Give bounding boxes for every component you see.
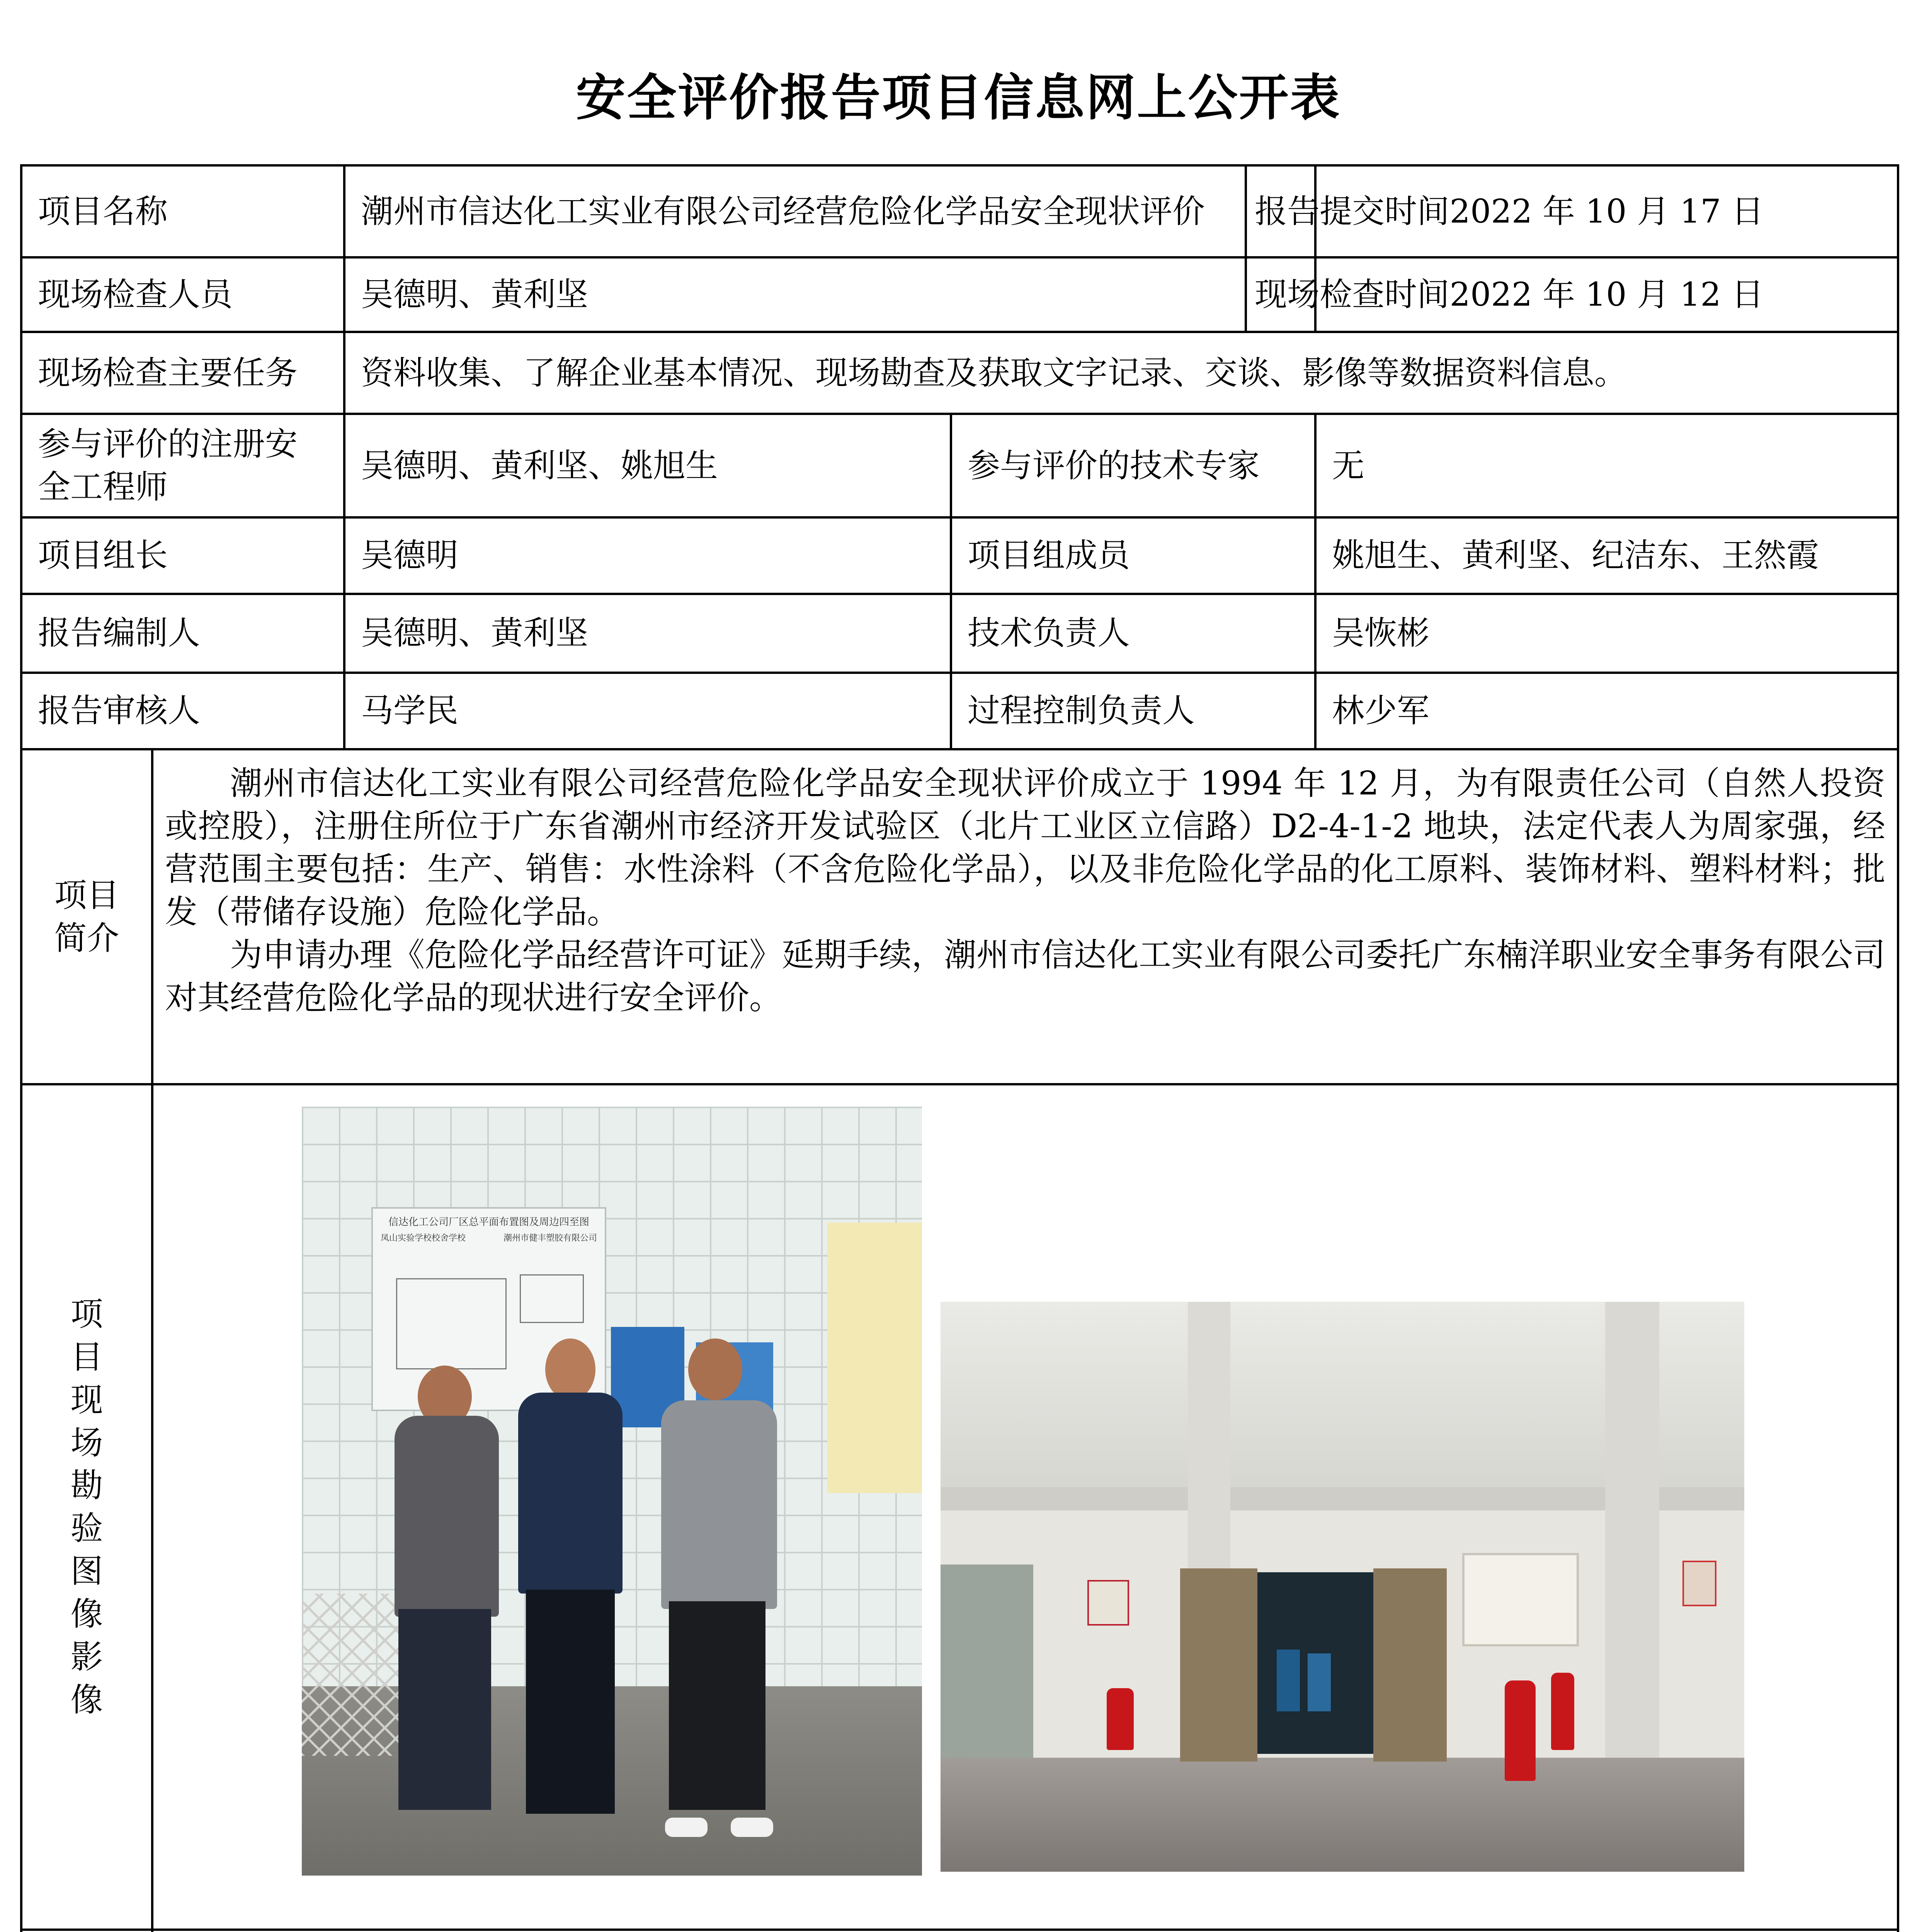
- intro-paragraph-1: 潮州市信达化工实业有限公司经营危险化学品安全现状评价成立于 1994 年 12 月，为有限责任公司（自然人投资或控股），注册住所位于广东省潮州市经济开发试验区（北片工业区立信路）D2-4-1-2 地块，法定代表人为周家强，经营范围主要包括：生产、销售：水性涂料（不含危险化学品），以及非危险化学品的化工原料、装饰材料、塑料材料；批发（带储存设施）危险化学品。: [165, 764, 1886, 931]
- members-label: 项目组成员: [951, 517, 1315, 594]
- project-name-label: 项目名称: [21, 165, 344, 257]
- process-lead-value: 林少军: [1315, 673, 1898, 749]
- inspectors-label: 现场检查人员: [21, 257, 344, 332]
- wall-poster-title: 信达化工公司厂区总平面布置图及周边四至图: [388, 1216, 589, 1228]
- wall-poster-labels: [373, 1231, 605, 1245]
- engineers-value: 吴德明、黄利坚、姚旭生: [344, 414, 951, 517]
- reviewer-label: 报告审核人: [21, 673, 344, 749]
- row-site-images: [21, 1084, 1898, 1930]
- row-engineers: [21, 414, 1898, 517]
- tasks-label: 现场检查主要任务: [21, 332, 344, 414]
- leader-value: 吴德明: [344, 517, 951, 594]
- inspect-time-value: 2022 年 10 月 12 日: [1315, 257, 1898, 332]
- inspect-time-label: 现场检查时间: [1246, 257, 1315, 332]
- row-compiler: [21, 594, 1898, 673]
- report-pages-label: [21, 1930, 152, 1932]
- experts-label: 参与评价的技术专家: [951, 414, 1315, 517]
- compiler-label: 报告编制人: [21, 594, 344, 673]
- project-name-value: 潮州市信达化工实业有限公司经营危险化学品安全现状评价: [344, 165, 1246, 257]
- submit-time-label: 报告提交时间: [1246, 165, 1315, 257]
- intro-content: [152, 749, 1898, 1084]
- engineers-label: 参与评价的注册安全工程师: [21, 414, 344, 517]
- inspectors-value: 吴德明、黄利坚: [344, 257, 1246, 332]
- wall-poster-right: 潮州市健丰塑胶有限公司: [503, 1233, 597, 1243]
- intro-label: 项目简介: [21, 749, 152, 1084]
- intro-paragraph-2: 为申请办理《危险化学品经营许可证》延期手续，潮州市信达化工实业有限公司委托广东楠洋职业安全事务有限公司对其经营危险化学品的现状进行安全评价。: [165, 935, 1886, 1017]
- wall-poster-left: 凤山实验学校校舍学校: [381, 1233, 466, 1243]
- site-images-label: 项目现场勘验图像影像: [21, 1084, 152, 1930]
- row-leader: [21, 517, 1898, 594]
- row-project-name: [21, 165, 1898, 257]
- row-tasks: [21, 332, 1898, 414]
- site-photo-group: [302, 1107, 922, 1876]
- site-photo-warehouse: [941, 1302, 1744, 1872]
- row-intro: [21, 749, 1898, 1084]
- reviewer-value: 马学民: [344, 673, 951, 749]
- info-table: [20, 164, 1899, 1932]
- row-inspectors: [21, 257, 1898, 332]
- members-value: 姚旭生、黄利坚、纪洁东、王然霞: [1315, 517, 1898, 594]
- tech-lead-value: 吴恢彬: [1315, 594, 1898, 673]
- submit-time-value: 2022 年 10 月 17 日: [1315, 165, 1898, 257]
- tech-lead-label: 技术负责人: [951, 594, 1315, 673]
- page-title: 安全评价报告项目信息网上公开表: [576, 69, 1341, 127]
- row-report-pages: [21, 1930, 1898, 1932]
- process-lead-label: 过程控制负责人: [951, 673, 1315, 749]
- leader-label: 项目组长: [21, 517, 344, 594]
- tasks-value: 资料收集、了解企业基本情况、现场勘查及获取文字记录、交谈、影像等数据资料信息。: [344, 332, 1898, 414]
- compiler-value: 吴德明、黄利坚: [344, 594, 951, 673]
- site-images-cell: [152, 1084, 1898, 1930]
- report-pages-cell: [152, 1930, 1898, 1932]
- experts-value: 无: [1315, 414, 1898, 517]
- row-reviewer: [21, 673, 1898, 749]
